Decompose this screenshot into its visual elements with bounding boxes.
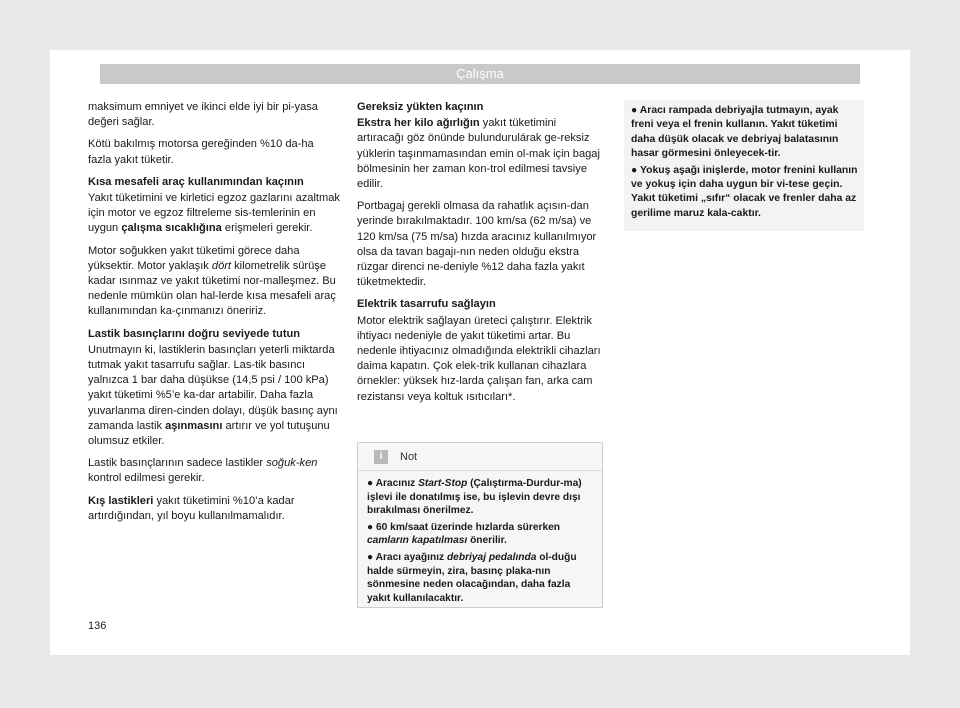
text: Motor soğukken yakıt tüketimi görece daha yüksektir. Motor yaklaşık bbox=[88, 244, 300, 272]
text: yakıt tüketimini %10’a kadar artırdığından, yıl boyu kullanılmamalıdır. bbox=[88, 494, 295, 522]
section-heading: Kısa mesafeli araç kullanımından kaçının bbox=[88, 175, 304, 188]
bold-text: Kış lastikleri bbox=[88, 494, 154, 507]
page-header: Çalışma bbox=[100, 64, 860, 84]
text: Aracı rampada debriyajla tutmayın, ayak freni veya el frenin kullanın. Yakıt tüketimi daha düşük olacak ve debriyaj balatasının hasar görmesini önleyecek-tir. bbox=[631, 105, 839, 160]
note-title: Not bbox=[400, 450, 418, 463]
section-heading: Gereksiz yükten kaçının bbox=[357, 101, 484, 113]
bullet-icon: ● bbox=[367, 551, 374, 563]
paragraph bbox=[88, 343, 340, 449]
text: Aracı ayağınız bbox=[375, 551, 447, 563]
warning-box bbox=[624, 100, 864, 231]
text: önerilir. bbox=[467, 535, 507, 547]
text: yakıt tüketimini artıracağı göz önünde bulundurulárak ge-reksiz yüklerin taşınmamasından emin ol-mak için bagaj bölmesinin her zaman kon-trol edilmesi tavsiye edilir. bbox=[357, 117, 600, 191]
paragraph: maksimum emniyet ve ikinci elde iyi bir pi-yasa değeri sağlar. bbox=[88, 101, 318, 129]
list-item bbox=[631, 164, 858, 222]
text: Yakıt tüketimini ve kirletici egzoz gazlarını azaltmak için motor ve egzoz filtreleme sis-temlerinin en uygun bbox=[88, 192, 340, 235]
italic-text: Start-Stop bbox=[418, 478, 468, 489]
column-right bbox=[624, 100, 864, 231]
paragraph bbox=[88, 456, 340, 486]
text: kontrol edilmesi gerekir. bbox=[88, 472, 205, 485]
page-number: 136 bbox=[88, 620, 107, 632]
italic-text: soğuk-ken bbox=[266, 457, 318, 470]
text: 60 km/saat üzerinde hızlarda sürerken bbox=[376, 521, 561, 533]
bullet-icon: ● bbox=[367, 478, 374, 489]
italic-text: debriyaj pedalında bbox=[446, 551, 537, 563]
bold-text: Ekstra her kilo ağırlığın bbox=[357, 117, 480, 130]
paragraph: Portbagaj gerekli olmasa da rahatlık açısın-dan yerinde bırakılmaktadır. 100 km/sa (62 m/sa) ve 120 km/sa (75 m/sa) hızda aracınız kullanılmıyor olsa da tavan bagajı-nın neden olduğu ekstra rüzgar direnci ne-deniyle %12 daha fazla yakıt tüketmektedir. bbox=[357, 200, 597, 289]
list-item bbox=[367, 477, 594, 518]
text: Lastik basınçlarının sadece lastikler bbox=[88, 457, 267, 470]
column-left bbox=[88, 100, 340, 531]
info-icon: i bbox=[374, 450, 388, 464]
list-item bbox=[367, 521, 594, 548]
text: artırır ve yol tutuşunu olumsuz etkiler. bbox=[88, 419, 330, 448]
italic-text: dört bbox=[211, 259, 232, 272]
note-box bbox=[357, 442, 603, 608]
text: Unutmayın ki, lastiklerin basınçları yeterli miktarda tutmak yakıt tasarrufu sağlar. Las-tik basıncı yalnızca 1 bar daha düşükse (14,5 psi / 100 kPa) yakıt tüketimi %5’e ka-dar artabilir. Daha fazla yuvarlanma diren-cinden dolayı, düşük basınç aynı zamanda lastik bbox=[88, 343, 338, 432]
bullet-icon: ● bbox=[631, 105, 638, 116]
text: Yokuş aşağı inişlerde, motor frenini kullanın ve yokuş için daha uygun bir vi-tese geçin. Yakıt tüketimi „sıfır“ olacak ve frenler daha az gerilime maruz kala-caktır. bbox=[631, 164, 858, 219]
bullet-icon: ● bbox=[631, 164, 638, 176]
text: erişmeleri gerekir. bbox=[221, 222, 313, 235]
paragraph bbox=[88, 191, 340, 237]
list-item bbox=[631, 104, 858, 162]
paragraph bbox=[88, 244, 340, 320]
list-item bbox=[367, 551, 594, 605]
text: Aracınız bbox=[375, 478, 419, 489]
italic-text: camların kapatılması bbox=[367, 535, 468, 547]
section-heading: Elektrik tasarrufu sağlayın bbox=[357, 298, 496, 311]
text: ol-duğu halde sürmeyin, zira, basınç plaka-nın sönmesine neden olacağından, daha fazla yakıt kullanılacaktır. bbox=[367, 551, 577, 604]
bold-text: çalışma sıcaklığına bbox=[121, 222, 222, 235]
section-heading: Lastik basınçlarını doğru seviyede tutun bbox=[88, 327, 301, 340]
text: (Çalıştırma-Durdur-ma) işlevi ile donatılmış ise, bu işlevin devre dışı bırakılması önerilmez. bbox=[367, 478, 582, 517]
paragraph bbox=[357, 116, 606, 192]
paragraph bbox=[88, 494, 340, 524]
column-middle bbox=[357, 100, 606, 412]
note-body bbox=[358, 471, 602, 605]
note-header bbox=[358, 443, 602, 471]
bold-text: aşınmasını bbox=[165, 419, 223, 432]
paragraph: Motor elektrik sağlayan üreteci çalıştırır. Elektrik ihtiyacı nedeniyle de yakıt tüketimi artar. Bu nedenle ihtiyacınız olmadığında elektrikli cihazları daima kapatın. Çok elek-trik kullanan cihazlara örnekler: yüksek hız-larda çalışan fan, arka cam rezistansı veya koltuk ısıtıcıları*. bbox=[357, 314, 601, 403]
bullet-icon: ● bbox=[367, 521, 374, 533]
text: kilometrelik sürüşe kadar ısınmaz ve yakıt tüketimi nor-malleşmez. Bu nedenle mümkün olan hal-lerde kısa mesafeli araç kullanımından ka-çınmanızı öneririz. bbox=[88, 259, 336, 318]
paragraph: Kötü bakılmış motorsa gereğinden %10 da-ha fazla yakıt tüketir. bbox=[88, 138, 314, 166]
